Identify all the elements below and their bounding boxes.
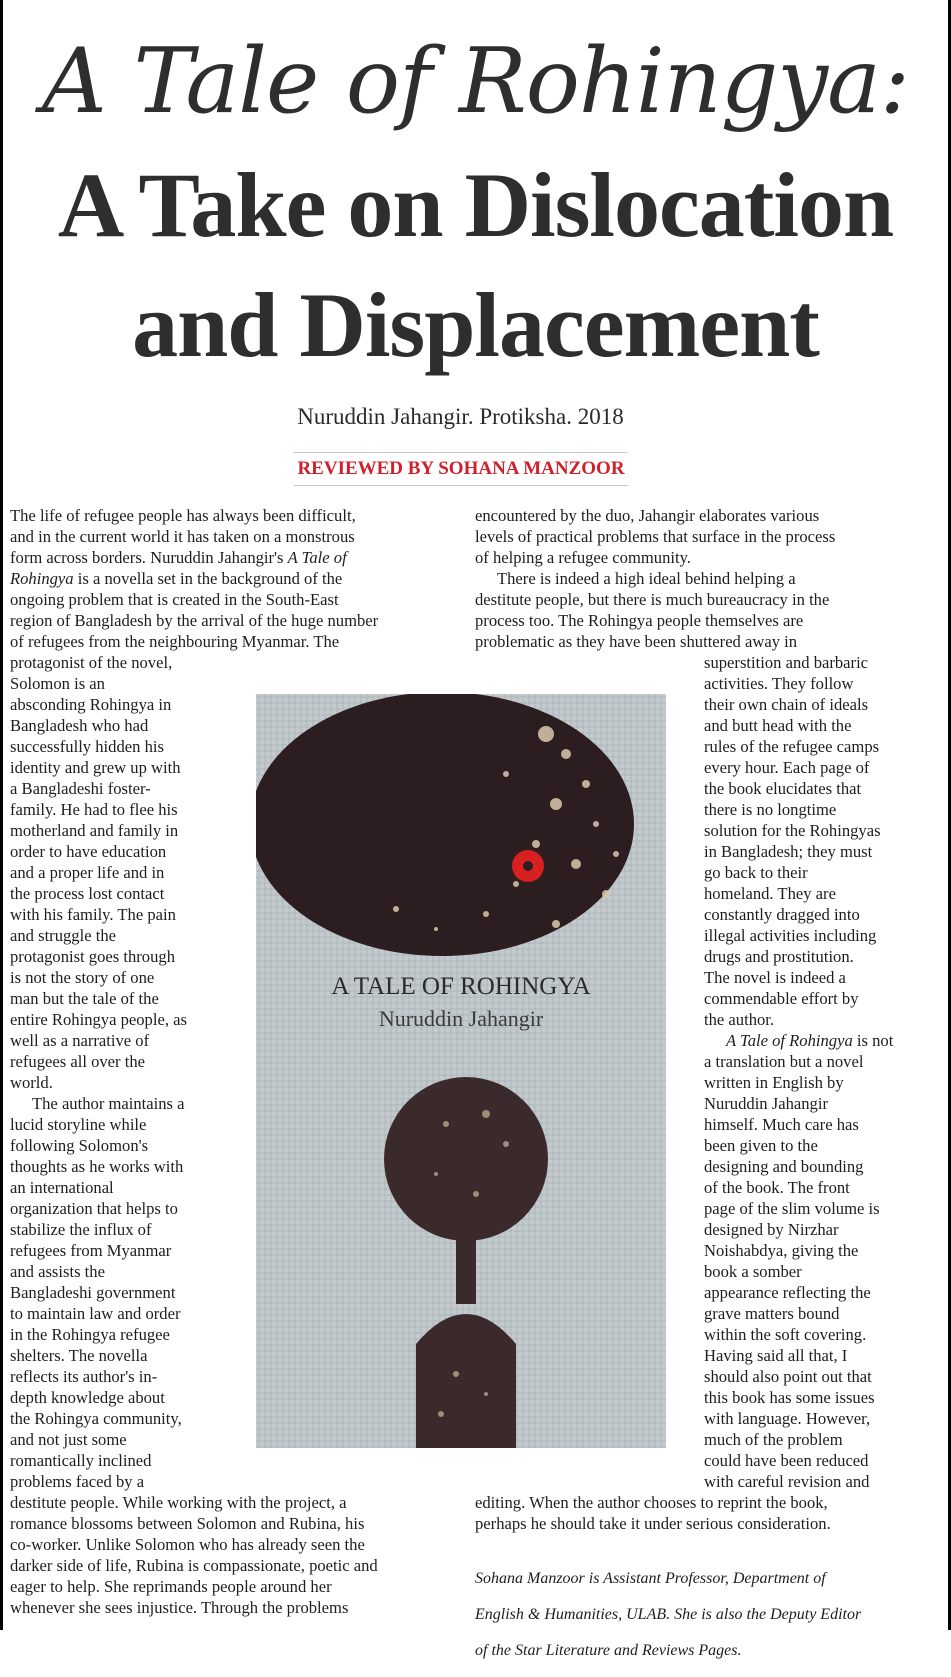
text-span: constantly dragged into (704, 905, 860, 924)
text-span: in Bangladesh; they must (704, 842, 873, 861)
text-line (475, 505, 935, 526)
text-line (475, 1569, 935, 1589)
text-line (704, 967, 939, 988)
text-span: activities. They follow (704, 674, 854, 693)
text-line (10, 1282, 246, 1303)
text-line (704, 988, 939, 1009)
text-line: The life of refugee people has always been difficult, (10, 506, 356, 525)
text-line (10, 1345, 246, 1366)
text-line (10, 652, 246, 673)
text-span: destitute people. While working with the project, a (10, 1493, 347, 1512)
text-line (10, 1009, 246, 1030)
text-span: every hour. Each page of (704, 758, 870, 777)
text-span: successfully hidden his (10, 737, 164, 756)
text-line (10, 1513, 465, 1534)
text-span: their own chain of ideals (704, 695, 869, 714)
text-line (10, 1471, 246, 1492)
text-line: of refugees from the neighbouring Myanmar. The (10, 632, 340, 651)
text-line (475, 610, 935, 631)
text-line (704, 1009, 939, 1030)
text-line: been given to the (704, 1136, 818, 1155)
byline-box (294, 452, 628, 486)
text-line (10, 778, 246, 799)
text-line (10, 1030, 246, 1051)
book-title-italic: A Tale of Rohingya (726, 1031, 853, 1050)
text-line (10, 904, 246, 925)
book-info: Nuruddin Jahangir. Protiksha. 2018 (297, 404, 624, 429)
text-line (475, 589, 935, 610)
text-span: there is no longtime (704, 800, 837, 819)
text-line: page of the slim volume is (704, 1199, 880, 1218)
text-line (704, 904, 939, 925)
text-line (10, 547, 465, 568)
text-line: designed by Nirzhar (704, 1220, 839, 1239)
text-span: Solomon is an (10, 674, 105, 693)
headline-line-1: A Tale of Rohingya: (41, 29, 910, 134)
text-line: appearance reflecting the (704, 1283, 871, 1302)
text-span: world. (10, 1073, 53, 1092)
text-span: superstition and barbaric (704, 653, 869, 672)
text-span: with his family. The pain (10, 905, 176, 924)
text-line (10, 1429, 246, 1450)
text-line (10, 1198, 246, 1219)
text-span: the process lost contact (10, 884, 165, 903)
text-line (10, 694, 246, 715)
text-line (475, 526, 935, 547)
text-line (10, 862, 246, 883)
text-line (10, 1450, 246, 1471)
text-line (475, 547, 935, 568)
text-line (704, 757, 939, 778)
headline-line-2: A Take on Dislocation (57, 154, 894, 256)
text-line: this book has some issues (704, 1388, 875, 1407)
text-span: levels of practical problems that surface in the process (475, 527, 836, 546)
text-span: encountered by the duo, Jahangir elaborates various (475, 506, 820, 525)
text-span: perhaps he should take it under serious consideration. (475, 1514, 831, 1533)
text-span: commendable effort by (704, 989, 859, 1008)
text-line (10, 988, 246, 1009)
cover-body-shape (416, 1314, 516, 1448)
text-span: Sohana Manzoor is Assistant Professor, Department of (475, 1570, 826, 1587)
text-span: refugees all over the (10, 1052, 145, 1071)
text-span: darker side of life, Rubina is compassionate, poetic and (10, 1556, 378, 1575)
text-line (10, 1303, 246, 1324)
text-span: process too. The Rohingya people themselves are (475, 611, 804, 630)
book-cover-image (256, 694, 666, 1448)
text-line (10, 715, 246, 736)
text-line (10, 1492, 465, 1513)
text-line (704, 946, 939, 967)
text-span: Bangladesh who had (10, 716, 149, 735)
text-span: eager to help. She reprimands people around her (10, 1577, 332, 1596)
text-span: There is indeed a high ideal behind helping a (497, 569, 796, 588)
text-line (10, 568, 465, 589)
text-line (704, 652, 939, 673)
text-line (10, 1114, 246, 1135)
text-line (10, 1555, 465, 1576)
text-line (704, 841, 939, 862)
text-line (704, 736, 939, 757)
text-span: illegal activities including (704, 926, 877, 945)
text-line (10, 841, 246, 862)
text-span: man but the tale of the (10, 989, 159, 1008)
text-line (475, 1492, 935, 1513)
text-span: in the Rohingya refugee (10, 1325, 170, 1344)
text-line: and in the current world it has taken on a monstrous (10, 527, 355, 546)
text-line: could have been reduced (704, 1451, 869, 1470)
text-line (704, 925, 939, 946)
text-line (10, 673, 246, 694)
column-2-top (475, 505, 935, 652)
text-line (10, 1534, 465, 1555)
text-span: is not (852, 1031, 894, 1050)
text-line (704, 778, 939, 799)
text-span: absconding Rohingya in (10, 695, 172, 714)
column-1-narrow (10, 652, 246, 1492)
text-span: thoughts as he works with (10, 1157, 184, 1176)
text-line: Nuruddin Jahangir (704, 1094, 828, 1113)
text-line (10, 925, 246, 946)
cover-title: A TALE OF ROHINGYA (331, 973, 591, 1000)
text-span: destitute people, but there is much bureaucracy in the (475, 590, 830, 609)
text-span: and not just some (10, 1430, 127, 1449)
text-line: much of the problem (704, 1430, 843, 1449)
cover-neck-shape (456, 1234, 476, 1304)
text-span: romance blossoms between Solomon and Rubina, his (10, 1514, 365, 1533)
text-span: romantically inclined (10, 1451, 152, 1470)
text-span: form across borders. Nuruddin Jahangir's (10, 548, 288, 567)
headline-line-3: and Displacement (132, 274, 819, 376)
text-line: of the book. The front (704, 1178, 850, 1197)
text-line (704, 694, 939, 715)
text-line (475, 1641, 935, 1661)
column-1-bottom (10, 1492, 465, 1618)
text-line: region of Bangladesh by the arrival of the huge number (10, 611, 379, 630)
column-2-narrow (704, 652, 939, 1492)
text-span: the book elucidates that (704, 779, 862, 798)
column-2-bottom (475, 1492, 935, 1534)
text-line (10, 1576, 465, 1597)
text-line (10, 1093, 246, 1114)
text-span: and a proper life and in (10, 863, 165, 882)
text-line (475, 1605, 935, 1625)
text-span: an international (10, 1178, 114, 1197)
text-line (10, 883, 246, 904)
text-span: is a novella set in the background of the (73, 569, 343, 588)
text-line: within the soft covering. (704, 1325, 867, 1344)
text-line (10, 757, 246, 778)
text-line (475, 1513, 935, 1534)
text-span: motherland and family in (10, 821, 179, 840)
text-span: the author. (704, 1010, 775, 1029)
text-span: of helping a refugee community. (475, 548, 691, 567)
text-line (10, 820, 246, 841)
text-span: the Rohingya community, (10, 1409, 182, 1428)
text-span: a Bangladeshi foster- (10, 779, 151, 798)
text-line (10, 1219, 246, 1240)
cover-author: Nuruddin Jahangir (378, 1006, 544, 1031)
text-span: and assists the (10, 1262, 105, 1281)
cover-moon-shape (256, 694, 634, 956)
text-line (475, 631, 935, 652)
column-1-top (10, 505, 465, 652)
text-span: problematic as they have been shuttered away in (475, 632, 798, 651)
text-line: ongoing problem that is created in the South-East (10, 590, 339, 609)
text-span: co-worker. Unlike Solomon who has already seen the (10, 1535, 365, 1554)
text-line (10, 1240, 246, 1261)
text-line: Noishabdya, giving the (704, 1241, 859, 1260)
text-span: go back to their (704, 863, 808, 882)
text-line: should also point out that (704, 1367, 872, 1386)
text-span: problems faced by a (10, 1472, 145, 1491)
text-span: reflects its author's in- (10, 1367, 158, 1386)
text-span: is not the story of one (10, 968, 155, 987)
text-span: English & Humanities, ULAB. She is also the Deputy Editor (475, 1606, 862, 1623)
text-line: with language. However, (704, 1409, 871, 1428)
text-line (10, 1408, 246, 1429)
text-line (704, 715, 939, 736)
text-span: rules of the refugee camps (704, 737, 880, 756)
text-span: protagonist of the novel, (10, 653, 173, 672)
text-span: solution for the Rohingyas (704, 821, 881, 840)
book-title-italic: A Tale of (287, 548, 347, 567)
text-line (10, 736, 246, 757)
text-line: grave matters bound (704, 1304, 840, 1323)
text-line (10, 799, 246, 820)
text-line (475, 568, 935, 589)
text-line: a translation but a novel (704, 1052, 864, 1071)
text-line (10, 1261, 246, 1282)
text-span: of the Star Literature and Reviews Pages. (475, 1642, 742, 1659)
text-line (10, 1156, 246, 1177)
text-line (10, 1387, 246, 1408)
text-line: himself. Much care has (704, 1115, 859, 1134)
byline: REVIEWED BY SOHANA MANZOOR (297, 458, 625, 479)
text-line (704, 862, 939, 883)
text-span: and struggle the (10, 926, 116, 945)
text-line (10, 967, 246, 988)
text-line (704, 820, 939, 841)
text-line (10, 1324, 246, 1345)
text-span: lucid storyline while (10, 1115, 147, 1134)
text-span: shelters. The novella (10, 1346, 148, 1365)
text-line: written in English by (704, 1073, 844, 1092)
text-line (10, 1051, 246, 1072)
text-line (704, 799, 939, 820)
text-span: drugs and prostitution. (704, 947, 854, 966)
text-span: and butt head with the (704, 716, 852, 735)
text-span: The novel is indeed a (704, 968, 846, 987)
cover-head-shape (384, 1077, 548, 1241)
text-line (704, 883, 939, 904)
text-span: protagonist goes through (10, 947, 175, 966)
text-span: refugees from Myanmar (10, 1241, 172, 1260)
text-span: editing. When the author chooses to reprint the book, (475, 1493, 828, 1512)
text-span: whenever she sees injustice. Through the problems (10, 1598, 349, 1617)
text-span: following Solomon's (10, 1136, 149, 1155)
text-line: designing and bounding (704, 1157, 864, 1176)
text-span: homeland. They are (704, 884, 836, 903)
text-span: well as a narrative of (10, 1031, 150, 1050)
text-span: organization that helps to (10, 1199, 178, 1218)
text-line (10, 1597, 465, 1618)
text-span: The author maintains a (32, 1094, 185, 1113)
text-line (10, 1072, 246, 1093)
text-line (10, 1366, 246, 1387)
text-span: Bangladeshi government (10, 1283, 176, 1302)
text-line (704, 673, 939, 694)
author-signature (475, 1553, 935, 1677)
text-span: depth knowledge about (10, 1388, 165, 1407)
text-line (10, 946, 246, 967)
text-span: identity and grew up with (10, 758, 181, 777)
text-span: order to have education (10, 842, 167, 861)
text-span: family. He had to flee his (10, 800, 178, 819)
text-span: entire Rohingya people, as (10, 1010, 187, 1029)
text-span: to maintain law and order (10, 1304, 181, 1323)
text-line: with careful revision and (704, 1472, 870, 1491)
text-span: stabilize the influx of (10, 1220, 152, 1239)
book-title-italic: Rohingya (10, 569, 74, 588)
text-line: Having said all that, I (704, 1346, 848, 1365)
text-line (10, 1135, 246, 1156)
text-line: book a somber (704, 1262, 802, 1281)
text-line (704, 1030, 939, 1051)
text-line (10, 1177, 246, 1198)
